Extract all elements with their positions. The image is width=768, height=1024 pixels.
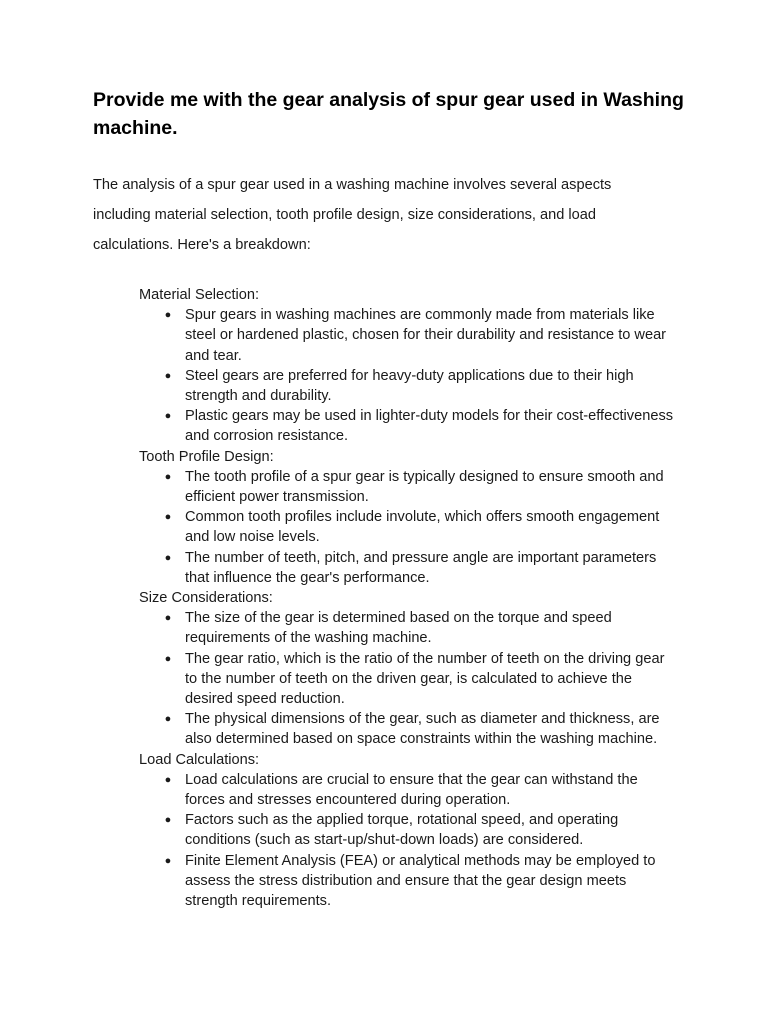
- bullet-icon: ●: [164, 713, 172, 726]
- list-item-text: Spur gears in washing machines are commonly made from materials like steel or hardened plastic, chosen for their durability and resistance to wear and tear.: [185, 307, 667, 364]
- list-item-text: Factors such as the applied torque, rotational speed, and operating conditions (such as start-up/shut-down loads) are considered.: [185, 812, 619, 849]
- section-heading: Tooth Profile Design:: [139, 448, 274, 465]
- bullet-list: [139, 608, 679, 749]
- list-item-text: The physical dimensions of the gear, such as diameter and thickness, are also determined based on space constraints within the washing machine.: [185, 711, 660, 748]
- list-item: [139, 507, 679, 547]
- bullet-icon: ●: [164, 854, 172, 867]
- list-item-text: Finite Element Analysis (FEA) or analytical methods may be employed to assess the stress distribution and ensure that the gear design meets strength requirements.: [185, 852, 656, 910]
- bullet-icon: ●: [164, 814, 172, 827]
- bullet-icon: ●: [164, 511, 172, 524]
- list-item: [139, 467, 679, 507]
- section-heading: Size Considerations:: [139, 590, 273, 607]
- list-item: [139, 649, 679, 710]
- bullet-list: [139, 305, 679, 446]
- bullet-icon: ●: [164, 551, 172, 564]
- list-item: [139, 851, 679, 912]
- list-item: [139, 406, 679, 446]
- list-item-text: Steel gears are preferred for heavy-duty applications due to their high strength and durability.: [185, 367, 634, 405]
- list-item-text: Load calculations are crucial to ensure that the gear can withstand the forces and stresses encountered during operation.: [185, 771, 638, 809]
- list-item-text: Common tooth profiles include involute, which offers smooth engagement and low noise levels.: [185, 509, 660, 546]
- bullet-list: [139, 467, 679, 588]
- list-item-text: The number of teeth, pitch, and pressure angle are important parameters that influence the gear's performance.: [185, 549, 657, 586]
- list-item: [139, 305, 679, 366]
- bullet-icon: ●: [164, 773, 172, 786]
- list-item-text: Plastic gears may be used in lighter-duty models for their cost-effectiveness and corrosion resistance.: [185, 408, 674, 445]
- list-item-text: The tooth profile of a spur gear is typically designed to ensure smooth and efficient power transmission.: [185, 468, 664, 506]
- sections-container: [139, 285, 679, 911]
- bullet-icon: ●: [164, 470, 172, 483]
- bullet-icon: ●: [164, 369, 172, 382]
- bullet-icon: ●: [164, 309, 172, 322]
- list-item: [139, 608, 679, 648]
- bullet-icon: ●: [164, 652, 172, 665]
- section-heading: Material Selection:: [139, 287, 260, 303]
- list-item: [139, 709, 679, 749]
- list-item: [139, 770, 679, 810]
- list-item: [139, 548, 679, 588]
- section-heading: Load Calculations:: [139, 751, 260, 768]
- list-item: [139, 366, 679, 406]
- bullet-icon: ●: [164, 410, 172, 423]
- bullet-list: [139, 770, 679, 911]
- list-item: [139, 810, 679, 850]
- intro-paragraph: The analysis of a spur gear used in a washing machine involves several aspects including material selection, tooth profile design, size considerations, and load calculations. Here's a breakdown:: [93, 177, 612, 253]
- list-item-text: The size of the gear is determined based on the torque and speed requirements of the washing machine.: [185, 610, 612, 647]
- document-title: Provide me with the gear analysis of spur gear used in Washing machine.: [93, 89, 684, 139]
- list-item-text: The gear ratio, which is the ratio of the number of teeth on the driving gear to the number of teeth on the driven gear, is calculated to achieve the desired speed reduction.: [185, 650, 665, 708]
- bullet-icon: ●: [164, 612, 172, 625]
